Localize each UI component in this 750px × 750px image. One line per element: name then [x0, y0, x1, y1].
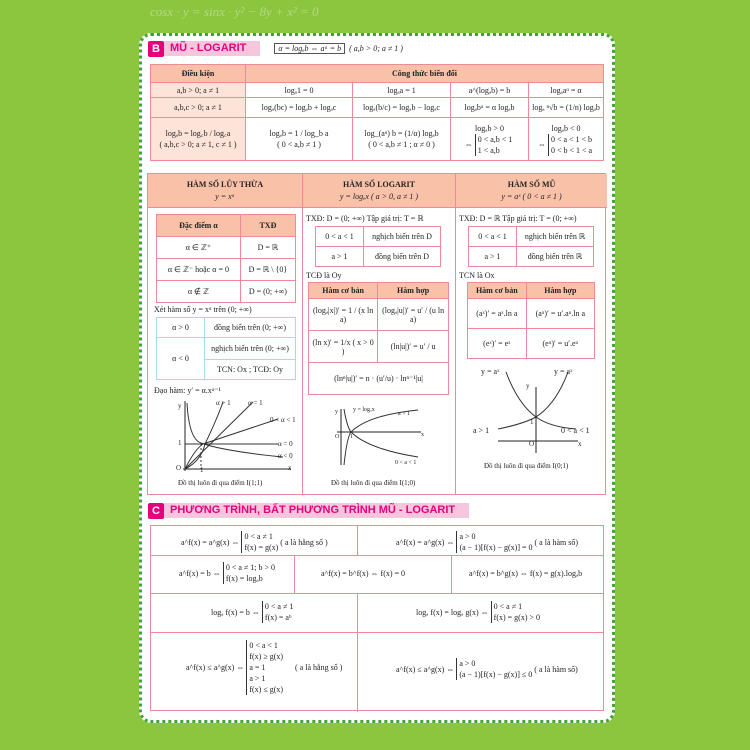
table-row	[151, 118, 604, 161]
formula: log_(aᵅ) b = (1/α) logₐb	[364, 129, 439, 138]
equation-cell	[211, 601, 295, 623]
equation-cell: a^f(x) = b^g(x) ⇔ f(x) = g(x).logₐb	[469, 569, 583, 578]
note: ( a là hàm số)	[534, 664, 578, 674]
case: f(x) = aᵇ	[264, 613, 292, 622]
case: 0 < a ≠ 1	[493, 602, 523, 611]
graph-caption: Đồ thị luôn đi qua điểm I(0;1)	[484, 462, 569, 470]
exp-function-column	[456, 174, 607, 494]
cell: (aˣ)′ = aˣ.ln a	[468, 299, 527, 329]
log-function-column	[303, 174, 456, 494]
case: f(x) = g(x)	[244, 543, 279, 552]
table-row	[151, 98, 604, 118]
cell: (aᵘ)′ = u′.aᵘ.ln a	[526, 299, 594, 329]
label-alpha-01: 0 < α < 1	[270, 416, 296, 424]
lhs: logₐ f(x) = b ⇔	[211, 607, 260, 617]
case: a > 0	[459, 532, 476, 541]
cell: (eˣ)′ = eˣ	[468, 329, 527, 359]
cell: TCN: Ox ; TCĐ: Oy	[205, 360, 296, 380]
curve-label-right: y = aˣ	[554, 367, 573, 376]
power-domain-table	[156, 214, 296, 303]
cell: nghịch biến trên ℝ	[517, 227, 594, 247]
case: f(x) ≥ g(x)	[249, 652, 284, 661]
case: 0 < b < 1 < a	[550, 145, 593, 155]
section-badge: B	[148, 41, 164, 57]
equations-table	[150, 525, 604, 711]
cell: 0 < a < 1	[469, 227, 517, 247]
header: TXĐ	[240, 215, 295, 237]
cell: đồng biến trên D	[364, 247, 441, 267]
axis-y: y	[178, 402, 182, 410]
cell	[529, 118, 604, 161]
condition: ( 0 < a,b ≠ 1 ; α ≠ 0 )	[368, 140, 435, 149]
system	[456, 658, 532, 680]
label-a-gt1: a > 1	[473, 426, 490, 435]
power-monotonic-table	[156, 317, 296, 380]
system	[456, 531, 532, 553]
tick-x: 1	[200, 466, 204, 474]
case: f(x) = logₐb	[225, 574, 263, 583]
header: Hàm hợp	[378, 283, 449, 299]
cell: D = ℝ	[240, 237, 295, 259]
cell: đồng biến trên ℝ	[517, 247, 594, 267]
case: 1 < a,b	[477, 145, 500, 155]
system	[262, 601, 293, 623]
case: 0 < a < 1 < b	[550, 134, 593, 144]
derivative-text: Đạo hàm: y′ = α.xᵅ⁻¹	[154, 386, 221, 395]
domain-text: TXĐ: D = (0; +∞) Tập giá trị: T = ℝ	[306, 214, 424, 223]
inequality-cell	[396, 658, 578, 680]
cell: (lnⁿ|u|)′ = n · (u′/u) · lnⁿ⁻¹|u|	[309, 363, 449, 395]
exp-derivative-table	[467, 282, 595, 359]
case: 0 < a ≠ 1	[264, 602, 294, 611]
system	[548, 134, 592, 156]
cell: logₐ(bc) = logₐb + logₐc	[246, 98, 353, 118]
column-title: HÀM SỐ LŨY THỪA	[186, 180, 264, 189]
cell: a^(logₐb) = b	[451, 83, 529, 98]
equation-cell	[179, 562, 277, 584]
equation-cell	[396, 531, 578, 553]
cell: nghịch biến trên D	[364, 227, 441, 247]
axis-x: x	[578, 440, 582, 448]
log-transform-table	[150, 64, 604, 161]
cell: (ln x)′ = 1/x ( x > 0 )	[309, 331, 378, 363]
column-header	[456, 174, 607, 208]
note: ( a là hàm số)	[534, 537, 579, 547]
formula: logₐb > 0	[475, 123, 504, 133]
cell: α < 0	[157, 338, 205, 380]
column-header	[303, 174, 455, 208]
label-a-01: 0 < a < 1	[395, 460, 417, 466]
case: f(x) = g(x) > 0	[493, 613, 540, 622]
label-alpha-eq1: α = 1	[248, 399, 263, 407]
cell: đồng biến trên (0; +∞)	[205, 318, 296, 338]
cell: 0 < a < 1	[316, 227, 364, 247]
cell	[451, 118, 529, 161]
lhs: a^f(x) = a^g(x) ⇔	[181, 537, 240, 547]
power-graph	[173, 399, 293, 474]
cell: D = (0; +∞)	[240, 281, 295, 303]
origin: O	[176, 464, 182, 472]
definition-formula: α = logₐb ⇔ aᵅ = b	[274, 43, 345, 54]
cell: logₐ ⁿ√b = (1/n) logₐb	[529, 98, 604, 118]
tick-x: 1	[350, 434, 353, 440]
cell: nghịch biến trên (0; +∞)	[205, 338, 296, 360]
definition-condition: ( a,b > 0; a ≠ 1 )	[349, 44, 403, 53]
equiv: ⇔	[537, 139, 546, 149]
log-monotonic-table	[315, 226, 441, 267]
cell: D = ℝ \ {0}	[240, 259, 295, 281]
label-a-01: 0 < a < 1	[561, 426, 590, 435]
tick-y: 1	[530, 418, 534, 426]
cell: logₐa = 1	[353, 83, 451, 98]
lhs: a^f(x) = b ⇔	[179, 568, 221, 578]
graph-label: y = logₐx	[353, 407, 375, 413]
cell	[353, 118, 451, 161]
header: Đặc điểm α	[157, 215, 241, 237]
log-derivative-table	[308, 282, 449, 395]
axis-y: y	[526, 382, 530, 390]
consider-text: Xét hàm số y = xᵅ trên (0; +∞)	[154, 305, 252, 314]
asymptote-text: TCN là Ox	[459, 271, 495, 280]
label-alpha-gt1: α > 1	[216, 399, 231, 407]
equation-cell	[181, 531, 328, 553]
lhs: a^f(x) = a^g(x) ⇔	[396, 537, 455, 547]
formula: logₐb = 1 / log_b a	[269, 129, 329, 138]
formula: logₐb < 0	[551, 123, 581, 133]
lhs: logₐ f(x) = logₐ g(x) ⇔	[416, 607, 489, 617]
case: f(x) ≤ g(x)	[249, 685, 284, 694]
case: a > 0	[459, 659, 476, 668]
cell: a,b > 0; a ≠ 1	[151, 83, 246, 98]
lhs: a^f(x) ≤ a^g(x) ⇔	[396, 664, 455, 674]
label-alpha-eq0: α = 0	[278, 440, 293, 448]
cell: α ∈ ℤ⁺	[157, 237, 241, 259]
cell: a > 1	[469, 247, 517, 267]
functions-panel	[147, 173, 606, 495]
section-title: MŨ - LOGARIT	[164, 41, 260, 56]
condition: ( a,b,c > 0; a ≠ 1, c ≠ 1 )	[159, 140, 237, 149]
formula: logₐb = log꜀b / log꜀a	[165, 129, 231, 138]
case: 0 < a,b < 1	[477, 134, 513, 144]
case: 0 < a < 1	[249, 641, 278, 650]
origin: O	[335, 434, 340, 440]
cell: α > 0	[157, 318, 205, 338]
note: ( a là hằng số )	[295, 663, 343, 672]
system	[475, 134, 513, 156]
column-formula: y = aˣ ( 0 < a ≠ 1 )	[501, 192, 562, 201]
column-header	[148, 174, 302, 208]
cell: (ln|u|)′ = u′ / u	[378, 331, 449, 363]
asymptote-text: TCĐ là Oy	[306, 271, 342, 280]
section-title: PHƯƠNG TRÌNH, BẤT PHƯƠNG TRÌNH MŨ - LOGARIT	[164, 503, 469, 518]
header: Hàm hợp	[526, 283, 594, 299]
table-row	[151, 83, 604, 98]
case: a = 1	[249, 663, 266, 672]
cell	[151, 118, 246, 161]
case: 0 < a ≠ 1; b > 0	[225, 563, 275, 572]
case: (a − 1)[f(x) − g(x)] = 0	[459, 543, 533, 552]
cell: α ∈ ℤ⁻ hoặc α = 0	[157, 259, 241, 281]
system	[246, 640, 283, 695]
domain-text: TXĐ: D = ℝ Tập giá trị: T = (0; +∞)	[459, 214, 577, 223]
section-b-header	[148, 40, 403, 57]
cell: a,b,c > 0; a ≠ 1	[151, 98, 246, 118]
origin: O	[529, 440, 535, 448]
header-condition: Điều kiện	[151, 65, 246, 83]
column-formula: y = logₐx ( a > 0, a ≠ 1 )	[339, 192, 419, 201]
cell: logₐaᵅ = α	[529, 83, 604, 98]
cell: (logₐ|u|)′ = u′ / (u ln a)	[378, 299, 449, 331]
equation-cell	[416, 601, 542, 623]
cell: (logₐ|x|)′ = 1 / (x ln a)	[309, 299, 378, 331]
graph-caption: Đồ thị luôn đi qua điểm I(1;1)	[178, 479, 263, 487]
system	[491, 601, 540, 623]
condition: ( 0 < a,b ≠ 1 )	[277, 140, 321, 149]
equiv: ⇔	[464, 139, 473, 149]
system	[241, 531, 278, 553]
exp-monotonic-table	[468, 226, 594, 267]
cell: (eᵘ)′ = u′.eᵘ	[526, 329, 594, 359]
cell	[246, 118, 353, 161]
column-formula: y = xᵅ	[215, 192, 235, 201]
cell: logₐbᵅ = α logₐb	[451, 98, 529, 118]
cell: α ∉ ℤ	[157, 281, 241, 303]
axis-x: x	[288, 464, 292, 472]
note: ( a là hằng số )	[280, 537, 328, 547]
system	[223, 562, 275, 584]
power-function-column	[148, 174, 303, 494]
curve-label-left: y = aˣ	[481, 367, 500, 376]
column-title: HÀM SỐ MŨ	[507, 180, 556, 189]
header: Hàm cơ bản	[468, 283, 527, 299]
inequality-cell	[186, 640, 342, 695]
cell: a > 1	[316, 247, 364, 267]
label-a-gt1: a > 1	[398, 411, 411, 417]
tick-y: 1	[178, 439, 182, 447]
cell: logₐ1 = 0	[246, 83, 353, 98]
case: a > 1	[249, 674, 266, 683]
section-c-header	[148, 502, 469, 519]
cell: logₐ(b/c) = logₐb − logₐc	[353, 98, 451, 118]
column-title: HÀM SỐ LOGARIT	[342, 180, 415, 189]
label-alpha-lt0: α < 0	[278, 452, 293, 460]
graph-caption: Đồ thị luôn đi qua điểm I(1;0)	[331, 479, 416, 487]
equation-cell: a^f(x) = b^f(x) ⇔ f(x) = 0	[321, 569, 406, 578]
header-formulas: Công thức biến đổi	[246, 65, 604, 83]
lhs: a^f(x) ≤ a^g(x) ⇔	[186, 663, 245, 672]
axis-x: x	[421, 432, 424, 438]
background-decoration: cosx · y = sinx · y² − 8y + x² = 0	[150, 4, 319, 19]
case: (a − 1)[f(x) − g(x)] ≤ 0	[459, 670, 533, 679]
axis-y: y	[335, 409, 338, 415]
header: Hàm cơ bản	[309, 283, 378, 299]
case: 0 < a ≠ 1	[244, 532, 273, 541]
section-badge: C	[148, 503, 164, 519]
